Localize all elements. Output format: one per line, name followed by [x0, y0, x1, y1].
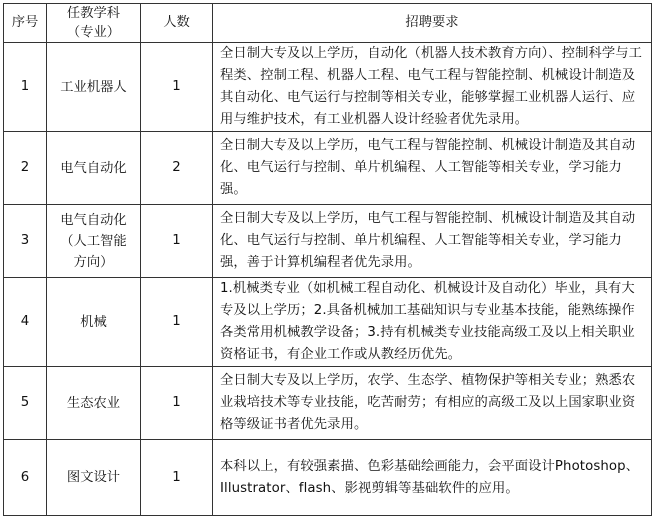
- row-count: 1: [141, 440, 213, 516]
- row-index: 5: [4, 367, 47, 440]
- row-index: 3: [4, 205, 47, 278]
- row-index: 1: [4, 43, 47, 132]
- row-count: 1: [141, 367, 213, 440]
- table-row: [4, 367, 652, 440]
- row-subject: [47, 278, 141, 367]
- header-subject-line1: 任教学科: [66, 6, 121, 21]
- header-index: 序号: [4, 4, 47, 43]
- table-row: [4, 205, 652, 278]
- table-header: [4, 4, 652, 43]
- header-count: 人数: [141, 4, 213, 43]
- row-requirements: 全日制大专及以上学历，电气工程与智能控制、机械设计制造及其自动化、电气运行与控制、单片机编程、人工智能等相关专业，学习能力强，善于计算机编程者优先录用。: [213, 205, 652, 278]
- row-requirements: 全日制大专及以上学历，自动化（机器人技术教育方向）、控制科学与工程类、控制工程、机器人工程、电气工程与智能控制、机械设计制造及其自动化、电气运行与控制等相关专业，能够掌握工业机器人运行、应用与维护技术，有工业机器人设计经验者优先录用。: [213, 43, 652, 132]
- row-requirements: 全日制大专及以上学历，农学、生态学、植物保护等相关专业；熟悉农业栽培技术等专业技能，吃苦耐劳；有相应的高级工及以上国家职业资格等级证书者优先录用。: [213, 367, 652, 440]
- table-row: [4, 440, 652, 516]
- row-subject: [47, 132, 141, 205]
- row-requirements: 全日制大专及以上学历，电气工程与智能控制、机械设计制造及其自动化、电气运行与控制、单片机编程、人工智能等相关专业，学习能力强。: [213, 132, 652, 205]
- table-row: [4, 278, 652, 367]
- row-subject-line: 电气自动化: [60, 212, 127, 228]
- header-subject-line2: （专业）: [66, 25, 121, 40]
- row-index: 2: [4, 132, 47, 205]
- row-count: 1: [141, 205, 213, 278]
- table-row: [4, 132, 652, 205]
- row-subject-line: 机械: [80, 314, 107, 330]
- row-subject-line: 工业机器人: [60, 79, 127, 95]
- row-subject-line: 生态农业: [66, 395, 121, 411]
- row-requirements: 本科以上，有较强素描、色彩基础绘画能力，会平面设计Photoshop、Illustrator、flash、影视剪辑等基础软件的应用。: [213, 440, 652, 516]
- row-subject: [47, 205, 141, 278]
- table-row: [4, 43, 652, 132]
- row-subject-line: 方向）: [73, 254, 114, 270]
- row-subject: [47, 43, 141, 132]
- row-index: 4: [4, 278, 47, 367]
- row-subject: [47, 367, 141, 440]
- row-subject: [47, 440, 141, 516]
- row-subject-line: 电气自动化: [60, 160, 127, 176]
- recruitment-table: [3, 3, 652, 516]
- row-subject-line: （人工智能: [60, 233, 127, 249]
- row-count: 2: [141, 132, 213, 205]
- row-index: 6: [4, 440, 47, 516]
- header-subject: [47, 4, 141, 43]
- row-count: 1: [141, 43, 213, 132]
- row-requirements: 1.机械类专业（如机械工程自动化、机械设计及自动化）毕业，具有大专及以上学历；2.具备机械加工基础知识与专业基本技能，能熟练操作各类常用机械教学设备；3.持有机械类专业技能高级工及以上相关职业资格证书，有企业工作或从教经历优先。: [213, 278, 652, 367]
- header-row: [4, 4, 652, 43]
- row-subject-line: 图文设计: [66, 470, 121, 485]
- row-count: 1: [141, 278, 213, 367]
- header-requirements: 招聘要求: [213, 4, 652, 43]
- table-body: [4, 43, 652, 516]
